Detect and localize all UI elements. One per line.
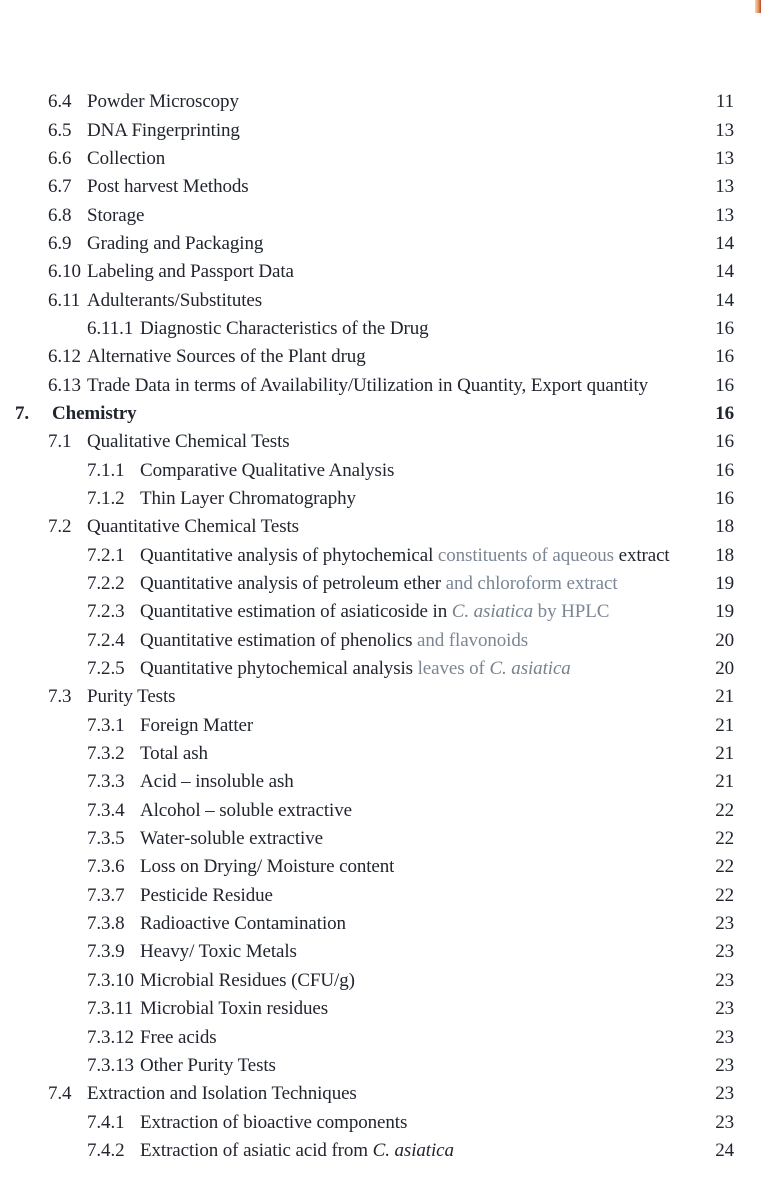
toc-label-segment: Powder Microscopy <box>87 91 239 113</box>
toc-label-segment: Radioactive Contamination <box>140 913 346 935</box>
toc-section-number: 7.3.11 <box>87 998 134 1020</box>
toc-row <box>0 1052 761 1080</box>
toc-label-segment: Extraction of bioactive components <box>140 1111 408 1133</box>
toc-page-number: 16 <box>715 487 734 509</box>
toc-label-segment: C. asiatica <box>451 601 534 623</box>
toc-label-segment: Storage <box>87 204 145 226</box>
toc-entry-label <box>140 318 429 340</box>
toc-page-number: 11 <box>715 91 734 113</box>
toc-label-segment: DNA Fingerprinting <box>87 119 240 141</box>
toc-row <box>0 797 761 825</box>
toc-section-number: 6.10 <box>48 261 81 283</box>
toc-section-number: 7.1.1 <box>87 459 125 481</box>
toc-page-number: 21 <box>715 686 734 708</box>
toc-label-segment: Alternative Sources of the Plant drug <box>87 346 366 368</box>
toc-entry-label <box>140 1112 407 1134</box>
toc-page-number: 20 <box>715 658 734 680</box>
toc-label-segment: Comparative Qualitative Analysis <box>140 459 395 481</box>
toc-page-number: 16 <box>715 374 734 396</box>
toc-row <box>0 258 761 286</box>
toc-section-number: 6.6 <box>48 147 72 169</box>
toc-row <box>0 825 761 853</box>
toc-page-number: 22 <box>715 799 734 821</box>
toc-row <box>0 230 761 258</box>
toc-row <box>0 598 761 626</box>
bookmark-ribbon-icon <box>755 0 761 13</box>
toc-section-number: 7.2.2 <box>87 573 125 595</box>
toc-label-segment: Post harvest Methods <box>87 176 249 198</box>
toc-label-segment: Quantitative analysis of petroleum ether <box>140 573 446 595</box>
toc-label-segment: C. asiatica <box>489 658 571 680</box>
toc-row <box>0 286 761 314</box>
toc-label-segment: Diagnostic Characteristics of the Drug <box>140 317 429 339</box>
toc-section-number: 6.4 <box>48 91 72 113</box>
toc-page-number: 20 <box>715 629 734 651</box>
toc-entry-label <box>140 941 297 963</box>
toc-page-number: 22 <box>715 856 734 878</box>
toc-section-number: 7.3.1 <box>87 714 125 736</box>
toc-label-segment: Quantitative phytochemical analysis <box>140 658 418 680</box>
toc-label-segment: Chemistry <box>52 402 137 424</box>
toc-section-number: 7.4 <box>48 1083 72 1105</box>
toc-section-number: 6.9 <box>48 232 72 254</box>
toc-page-number: 23 <box>715 998 734 1020</box>
toc-entry-label <box>140 573 618 595</box>
toc-section-number: 6.12 <box>48 346 81 368</box>
toc-section-number: 7.3.5 <box>87 828 125 850</box>
toc-label-segment: and chloroform extract <box>445 573 618 595</box>
toc-label-segment: Thin Layer Chromatography <box>140 487 356 509</box>
toc-entry-label <box>140 1055 276 1077</box>
toc-entry-label <box>87 686 175 708</box>
toc-label-segment: Trade Data in terms of Availability/Utilization in Quantity, Export quantity <box>87 374 649 396</box>
toc-row <box>0 116 761 144</box>
toc-section-number: 7.4.2 <box>87 1139 125 1161</box>
toc-entry-label <box>140 800 352 822</box>
toc-section-number: 6.8 <box>48 204 72 226</box>
toc-page-number: 24 <box>715 1139 734 1161</box>
toc-page-number: 22 <box>715 884 734 906</box>
toc-entry-label <box>140 913 346 935</box>
toc-section-number: 7.3 <box>48 686 72 708</box>
toc-row <box>0 910 761 938</box>
toc-entry-label <box>87 91 239 113</box>
toc-section-number: 6.11.1 <box>87 317 134 339</box>
toc-section-number: 7.3.12 <box>87 1026 134 1048</box>
toc-section-number: 7. <box>15 402 30 424</box>
toc-section-number: 7.4.1 <box>87 1111 125 1133</box>
toc-entry-label <box>87 1083 357 1105</box>
toc-page-number: 23 <box>715 1083 734 1105</box>
toc-row <box>0 428 761 456</box>
toc-entry-label <box>87 205 144 227</box>
toc-page-number: 18 <box>715 516 734 538</box>
toc-row <box>0 1023 761 1051</box>
toc-section-number: 7.2.1 <box>87 544 125 566</box>
toc-section-number: 7.3.3 <box>87 771 125 793</box>
toc-row <box>0 1080 761 1108</box>
toc-row <box>0 456 761 484</box>
toc-entry-label <box>87 346 366 368</box>
toc-row <box>0 768 761 796</box>
toc-section-number: 7.3.2 <box>87 743 125 765</box>
toc-entry-label <box>87 176 249 198</box>
toc-row <box>0 173 761 201</box>
toc-entry-label <box>140 545 670 567</box>
toc-page-number: 16 <box>715 317 734 339</box>
toc-entry-label <box>52 403 137 425</box>
toc-section-number: 7.2.5 <box>87 658 125 680</box>
toc-page-number: 21 <box>715 743 734 765</box>
toc-label-segment: Collection <box>87 147 166 169</box>
toc-entry-label <box>140 658 571 680</box>
toc-page-number: 16 <box>715 402 734 424</box>
toc-page-number: 21 <box>715 771 734 793</box>
toc-row <box>0 712 761 740</box>
toc-entry-label <box>87 148 165 170</box>
toc-entry-label <box>140 998 328 1020</box>
toc-label-segment: Foreign Matter <box>140 714 254 736</box>
toc-label-segment: extract <box>618 544 670 566</box>
toc-label-segment: and flavonoids <box>417 629 529 651</box>
toc-label-segment: Microbial Residues (CFU/g) <box>140 969 355 991</box>
toc-row <box>0 938 761 966</box>
toc-page-number: 16 <box>715 459 734 481</box>
toc-row <box>0 683 761 711</box>
toc-label-segment: Other Purity Tests <box>140 1054 276 1076</box>
toc-entry-label <box>140 715 253 737</box>
toc-row <box>0 967 761 995</box>
toc-row <box>0 853 761 881</box>
toc-entry-label <box>140 1027 217 1049</box>
toc-entry-label <box>87 120 240 142</box>
toc-page-number: 18 <box>715 544 734 566</box>
toc-row <box>0 201 761 229</box>
toc-label-segment: Heavy/ Toxic Metals <box>140 941 297 963</box>
toc-page-number: 19 <box>715 601 734 623</box>
toc-entry-label <box>140 601 609 623</box>
toc-page-number: 22 <box>715 828 734 850</box>
toc-section-number: 7.3.8 <box>87 913 125 935</box>
toc-label-segment: Pesticide Residue <box>140 884 273 906</box>
toc-page-number: 23 <box>715 1026 734 1048</box>
toc-page-number: 19 <box>715 573 734 595</box>
toc-page-number: 21 <box>715 714 734 736</box>
toc-row <box>0 655 761 683</box>
toc-label-segment: Quantitative analysis of phytochemical <box>140 544 438 566</box>
toc-entry-label <box>87 290 262 312</box>
toc-entry-label <box>140 828 323 850</box>
toc-page-number: 13 <box>715 204 734 226</box>
toc-label-segment: Extraction of asiatic acid from <box>140 1139 373 1161</box>
toc-page-number: 16 <box>715 346 734 368</box>
table-of-contents <box>0 88 761 1165</box>
toc-entry-label <box>140 970 355 992</box>
toc-section-number: 7.3.10 <box>87 969 134 991</box>
toc-entry-label <box>87 233 263 255</box>
toc-label-segment: Qualitative Chemical Tests <box>87 431 290 453</box>
toc-entry-label <box>140 743 208 765</box>
toc-entry-label <box>87 375 648 397</box>
toc-entry-label <box>140 488 356 510</box>
toc-section-number: 7.2.3 <box>87 601 125 623</box>
toc-entry-label <box>140 630 528 652</box>
toc-label-segment: Adulterants/Substitutes <box>87 289 263 311</box>
toc-row <box>0 343 761 371</box>
toc-row <box>0 145 761 173</box>
toc-page-number: 23 <box>715 941 734 963</box>
toc-row <box>0 995 761 1023</box>
toc-section-number: 7.2.4 <box>87 629 125 651</box>
toc-page-number: 16 <box>715 431 734 453</box>
toc-row <box>0 1137 761 1165</box>
toc-label-segment: constituents of aqueous <box>437 544 619 566</box>
toc-entry-label <box>87 516 299 538</box>
toc-label-segment: Extraction and Isolation Techniques <box>87 1083 357 1105</box>
toc-label-segment: Quantitative Chemical Tests <box>87 516 299 538</box>
toc-label-segment: C. asiatica <box>372 1139 454 1161</box>
toc-row <box>0 1108 761 1136</box>
toc-section-number: 7.2 <box>48 516 72 538</box>
toc-label-segment: Microbial Toxin residues <box>140 998 328 1020</box>
toc-section-number: 7.1 <box>48 431 72 453</box>
toc-label-segment: Total ash <box>140 743 208 765</box>
toc-label-segment: Water-soluble extractive <box>140 828 323 850</box>
toc-row <box>0 513 761 541</box>
toc-section-number: 7.3.9 <box>87 941 125 963</box>
toc-section-number: 7.3.7 <box>87 884 125 906</box>
toc-label-segment: Quantitative estimation of asiaticoside in <box>140 601 452 623</box>
toc-row <box>0 627 761 655</box>
toc-row <box>0 371 761 399</box>
toc-label-segment: Alcohol – soluble extractive <box>140 799 352 821</box>
toc-label-segment: Acid – insoluble ash <box>140 771 294 793</box>
toc-page-number: 13 <box>715 119 734 141</box>
toc-section-number: 6.5 <box>48 119 72 141</box>
toc-label-segment: Purity Tests <box>87 686 176 708</box>
toc-section-number: 6.7 <box>48 176 72 198</box>
toc-page-number: 14 <box>715 289 734 311</box>
toc-row <box>0 400 761 428</box>
toc-section-number: 7.1.2 <box>87 487 125 509</box>
toc-label-segment: Grading and Packaging <box>87 232 264 254</box>
toc-row <box>0 882 761 910</box>
toc-page-number: 23 <box>715 969 734 991</box>
toc-entry-label <box>140 460 394 482</box>
toc-row <box>0 570 761 598</box>
toc-entry-label <box>140 771 294 793</box>
toc-label-segment: leaves of <box>417 658 490 680</box>
toc-section-number: 6.13 <box>48 374 81 396</box>
toc-label-segment: Quantitative estimation of phenolics <box>140 629 418 651</box>
toc-section-number: 6.11 <box>48 289 81 311</box>
toc-section-number: 7.3.4 <box>87 799 125 821</box>
toc-page-number: 13 <box>715 147 734 169</box>
toc-row <box>0 88 761 116</box>
toc-entry-label <box>140 1140 454 1162</box>
toc-page-number: 23 <box>715 913 734 935</box>
toc-page-number: 14 <box>715 232 734 254</box>
toc-section-number: 7.3.6 <box>87 856 125 878</box>
toc-page-number: 23 <box>715 1054 734 1076</box>
toc-section-number: 7.3.13 <box>87 1054 134 1076</box>
toc-row <box>0 542 761 570</box>
toc-row <box>0 315 761 343</box>
toc-entry-label <box>140 856 394 878</box>
toc-label-segment: Loss on Drying/ Moisture content <box>140 856 395 878</box>
toc-entry-label <box>140 885 273 907</box>
toc-entry-label <box>87 261 294 283</box>
toc-label-segment: Free acids <box>140 1026 217 1048</box>
toc-page-number: 13 <box>715 176 734 198</box>
toc-row <box>0 485 761 513</box>
toc-label-segment: by HPLC <box>533 601 610 623</box>
toc-page-number: 23 <box>715 1111 734 1133</box>
toc-page-number: 14 <box>715 261 734 283</box>
toc-row <box>0 740 761 768</box>
toc-label-segment: Labeling and Passport Data <box>87 261 294 283</box>
toc-entry-label <box>87 431 290 453</box>
